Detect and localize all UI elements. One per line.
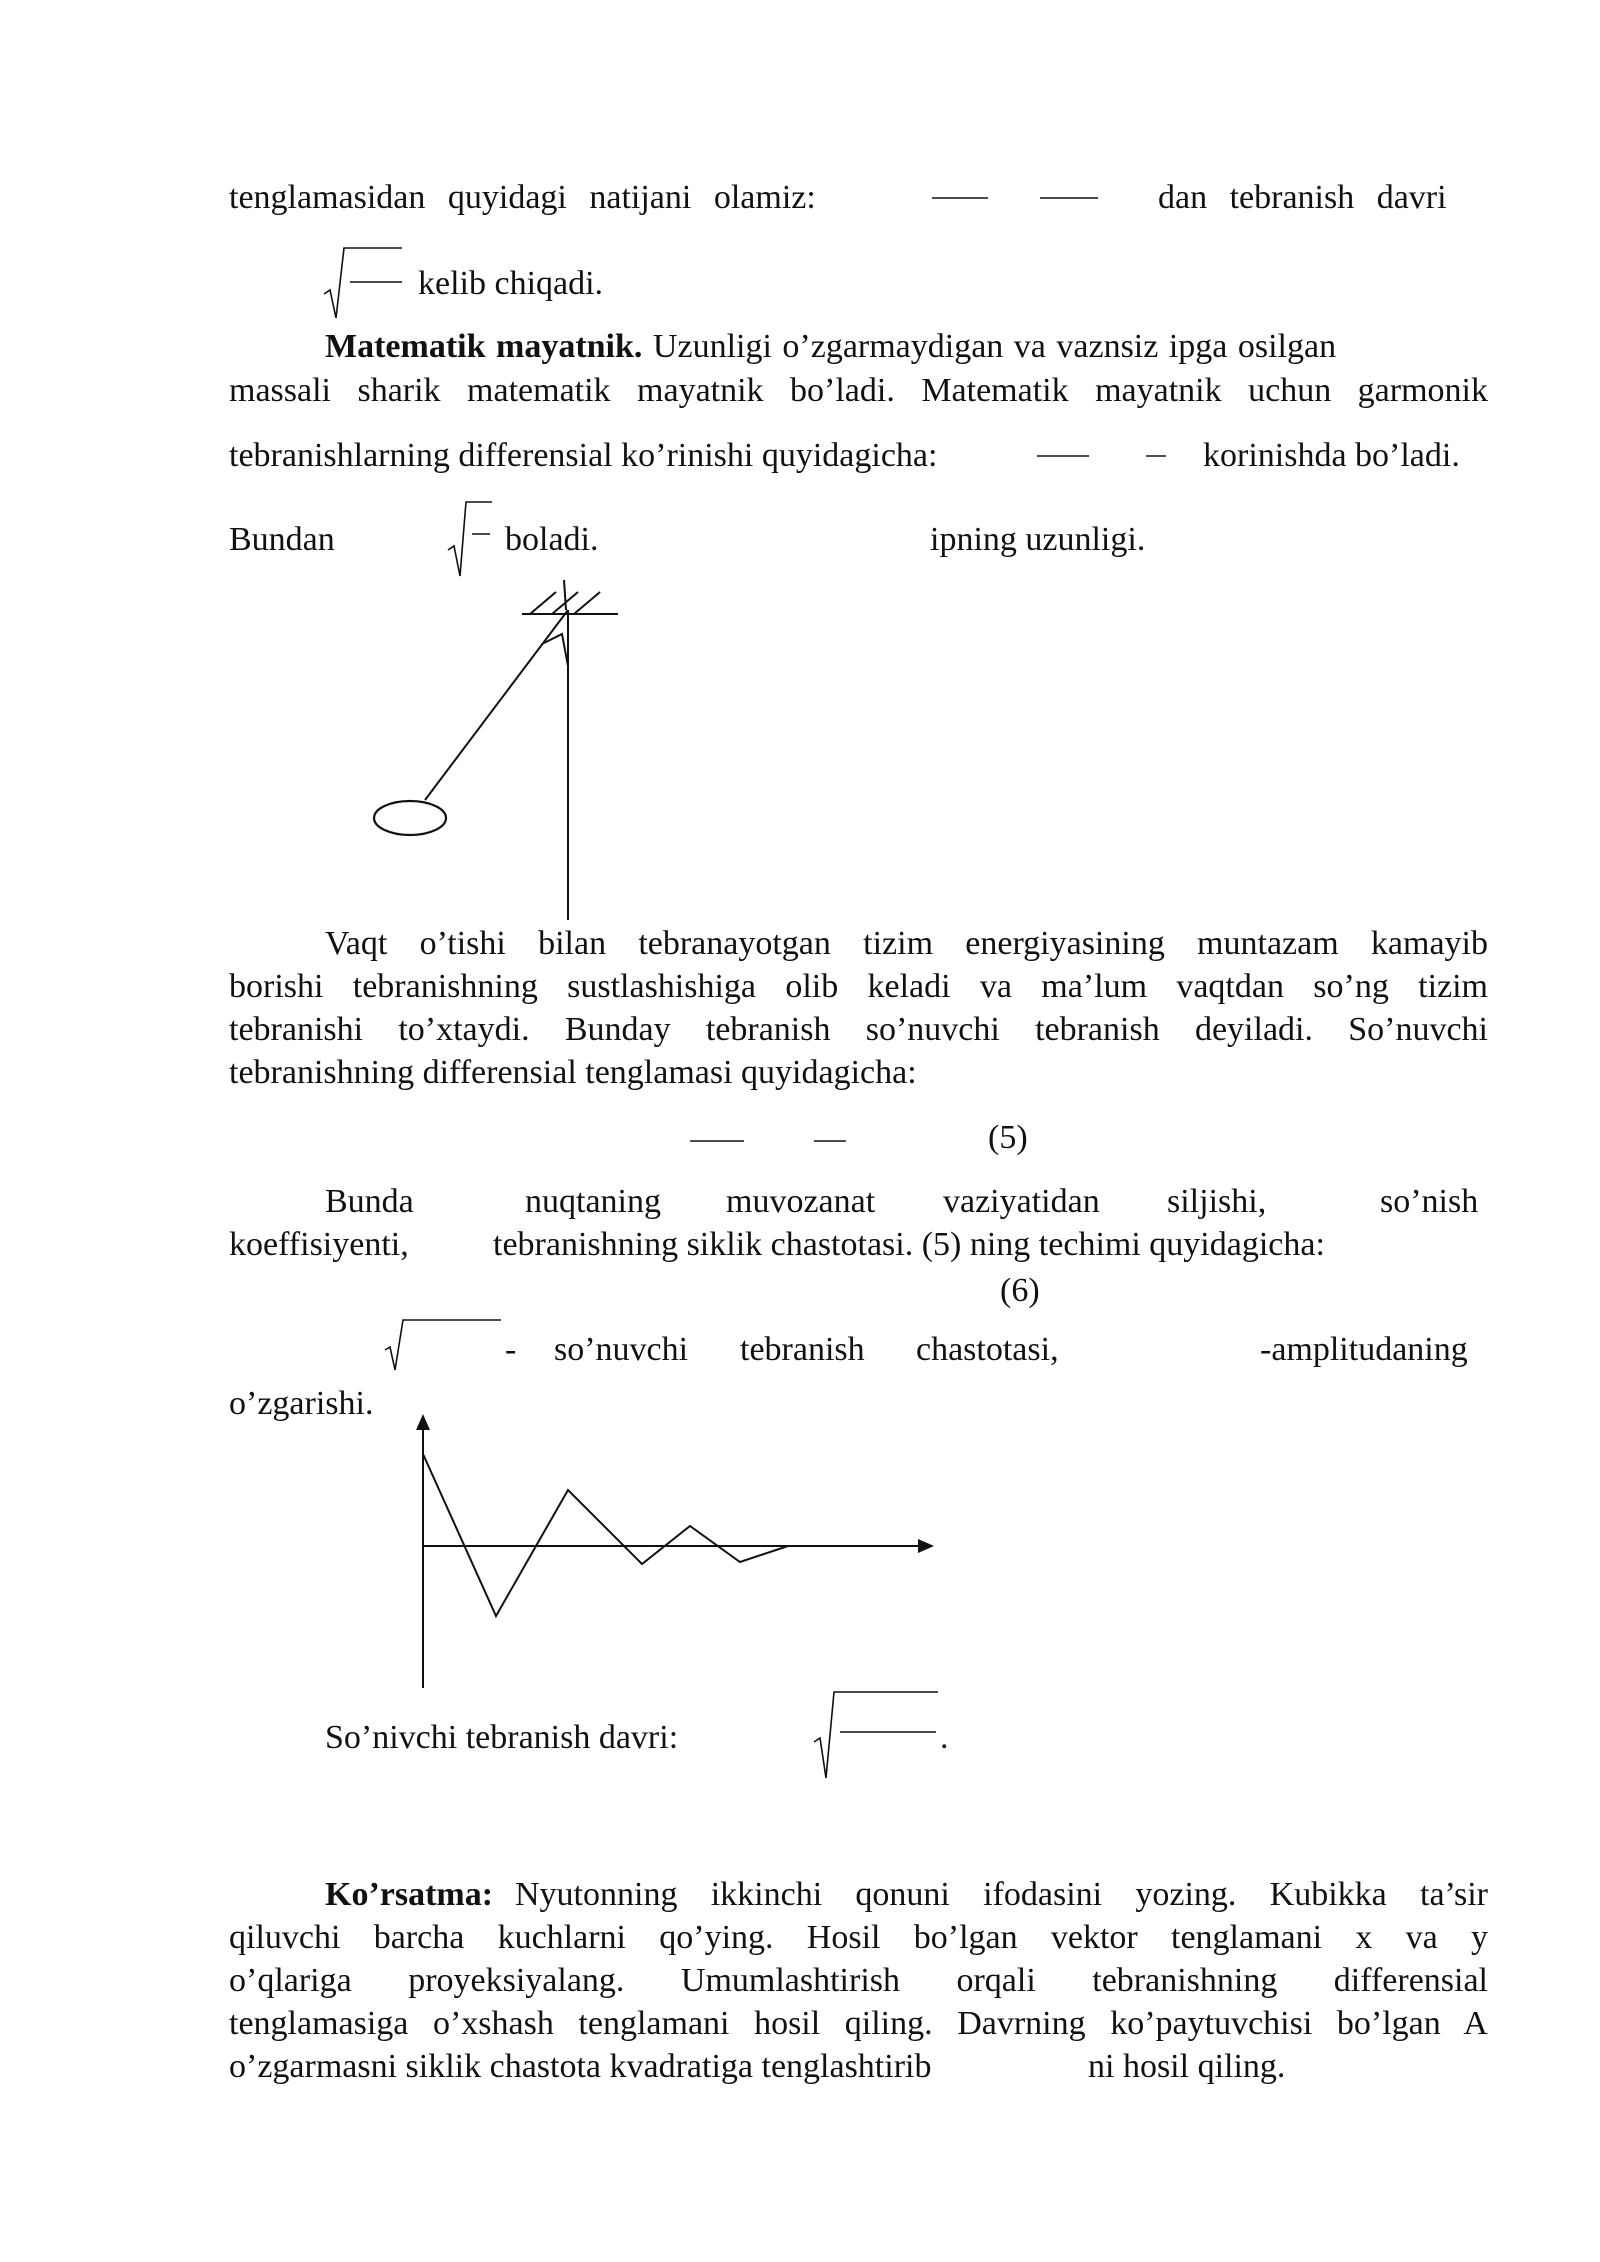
text-line-1b: dan tebranish davri [1158,179,1447,216]
paragraph-2-line-3: tebranishi to’xtaydi. Bunday tebranish so’nuvchi tebranish deyiladi. So’nuvchi [229,1011,1488,1048]
boladi-text: boladi. [505,521,599,558]
paragraph-4-line-2: o’zgarishi. [229,1385,374,1422]
instruction-line-2: qiluvchi barcha kuchlarni qo’ying. Hosil bo’lgan vektor tenglamani x va y [229,1919,1488,1956]
equation-number-5: (5) [988,1119,1028,1156]
paragraph-3-word: nuqtaning [525,1183,661,1220]
fraction-bar-icon [1037,455,1097,459]
fraction-bar-icon [690,1140,750,1144]
paragraph-3-word: so’nish [1380,1183,1479,1220]
paragraph-3-word: siljishi, [1167,1183,1267,1220]
paragraph-3-word: muvozanat [726,1183,876,1220]
damped-oscillation-graph-icon [400,1414,940,1694]
paragraph-1-line-1 [325,325,1336,369]
bunda-text: Bunda [325,1183,414,1220]
square-root-icon [446,500,494,578]
instruction-line-5a: o’zgarmasni siklik chastota kvadratiga tenglashtirib [229,2048,932,2085]
instruction-line-5b: ni hosil qiling. [1088,2048,1286,2085]
fraction-bar-icon [932,197,992,201]
paragraph-3-line-2a: koeffisiyenti, [229,1226,409,1263]
paragraph-2-line-1: Vaqt o’tishi bilan tebranayotgan tizim energiyasining muntazam kamayib [325,925,1488,962]
paragraph-4-word: chastotasi, [916,1331,1059,1368]
instruction-label: Ko’rsatma: [325,1876,494,1913]
period-dot: . [940,1719,949,1756]
fraction-bar-icon [814,1140,854,1144]
fraction-bar-icon [1146,455,1176,459]
square-root-icon [322,246,406,318]
string-length-text: ipning uzunligi. [930,521,1146,558]
paragraph-1-text: Uzunligi o’zgarmaydigan va vaznsiz ipga osilgan [642,328,1337,365]
text-line-2: kelib chiqadi. [418,265,604,302]
instruction-line-1: Nyutonning ikkinchi qonuni ifodasini yozing. Kubikka ta’sir [515,1876,1488,1913]
bundan-text: Bundan [229,521,335,558]
equation-number-6: (6) [1000,1272,1040,1309]
fraction-bar-icon [1040,197,1100,201]
heading-math-pendulum: Matematik mayatnik. [325,328,643,365]
paragraph-4-word: so’nuvchi [554,1331,689,1368]
period-text: So’nivchi tebranish davri: [325,1719,679,1756]
paragraph-3-line-2b: tebranishning siklik chastotasi. (5) ning techimi quyidagicha: [493,1226,1325,1263]
paragraph-4-word: -amplitudaning [1260,1331,1468,1368]
instruction-line-4: tenglamasiga o’xshash tenglamani hosil qiling. Davrning ko’paytuvchisi bo’lgan A [229,2005,1488,2042]
paragraph-3-word: vaziyatidan [943,1183,1100,1220]
square-root-icon [812,1690,942,1780]
paragraph-4-word: tebranish [740,1331,865,1368]
instruction-heading [325,1873,493,1917]
instruction-line-3: o’qlariga proyeksiyalang. Umumlashtirish orqali tebranishning differensial [229,1962,1488,1999]
paragraph-1-line-3b: korinishda bo’ladi. [1203,437,1460,474]
dash-text: - [505,1331,517,1368]
paragraph-1-line-3a: tebranishlarning differensial ko’rinishi quyidagicha: [229,437,938,474]
paragraph-2-line-2: borishi tebranishning sustlashishiga olib keladi va ma’lum vaqtdan so’ng tizim [229,968,1488,1005]
pendulum-diagram-icon [370,580,630,920]
paragraph-1-line-2: massali sharik matematik mayatnik bo’ladi. Matematik mayatnik uchun garmonik [229,372,1488,409]
text-line-1a: tenglamasidan quyidagi natijani olamiz: [229,179,816,216]
square-root-icon [383,1318,505,1370]
paragraph-2-line-4: tebranishning differensial tenglamasi quyidagicha: [229,1054,917,1091]
